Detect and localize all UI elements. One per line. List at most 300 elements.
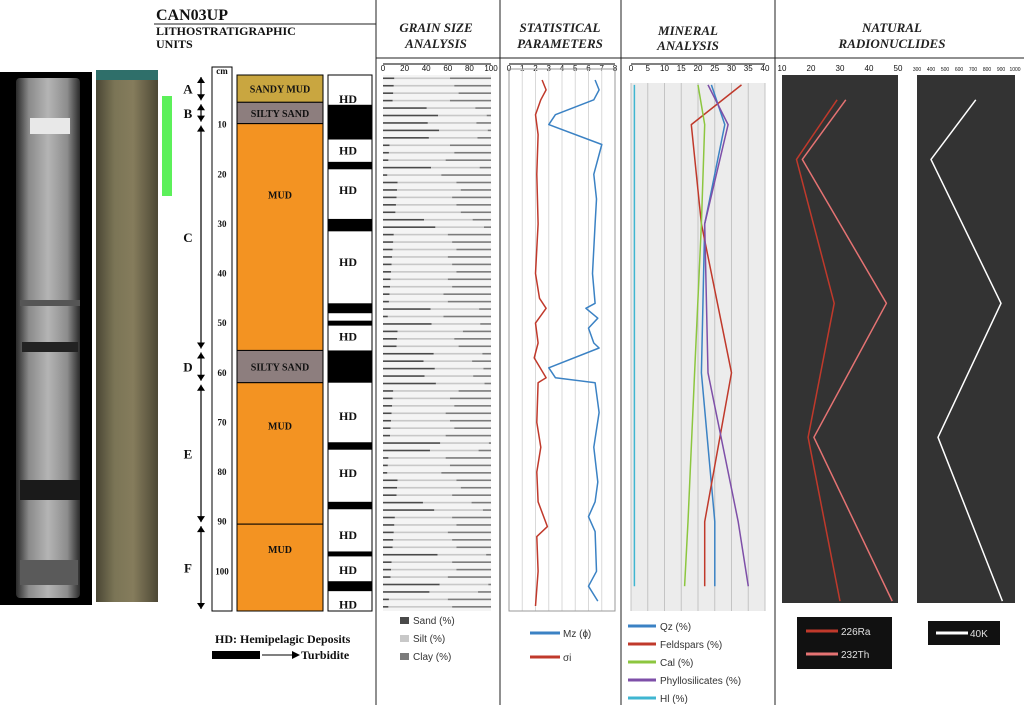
grain-clay-bar bbox=[443, 316, 491, 318]
grain-silt-bar bbox=[436, 383, 485, 385]
grain-clay-bar bbox=[483, 368, 491, 370]
depth-ruler bbox=[212, 66, 232, 611]
hd-turbidite-column bbox=[328, 75, 372, 612]
unit-arrow-down bbox=[197, 116, 205, 122]
grain-sand-bar bbox=[383, 278, 391, 280]
grain-clay-bar bbox=[450, 398, 491, 400]
stat-legend-label: σi bbox=[563, 653, 572, 664]
grain-silt-bar bbox=[394, 234, 448, 236]
grain-sand-bar bbox=[383, 576, 391, 578]
unit-letter: F bbox=[184, 560, 192, 576]
grain-silt-bar bbox=[394, 532, 448, 534]
turbidite-band bbox=[328, 219, 372, 231]
grain-clay-bar bbox=[472, 360, 491, 362]
radio-a-tick-label: 30 bbox=[835, 64, 845, 73]
grain-clay-bar bbox=[441, 472, 491, 474]
grain-tick-label: 80 bbox=[464, 64, 474, 73]
grain-silt-bar bbox=[394, 85, 454, 87]
grain-sand-bar bbox=[383, 487, 397, 489]
statistical-panel bbox=[507, 64, 618, 611]
grain-size-panel bbox=[381, 64, 498, 611]
turbidite-band bbox=[328, 321, 372, 326]
radio-legend-box-a bbox=[797, 617, 892, 669]
grain-clay-bar bbox=[452, 241, 491, 243]
grain-clay-bar bbox=[456, 182, 491, 184]
unit-arrow-down bbox=[197, 516, 205, 522]
ruler-tick-label: 60 bbox=[217, 367, 227, 378]
grain-sand-bar bbox=[383, 606, 388, 608]
grain-sand-bar bbox=[383, 360, 424, 362]
grain-sand-bar bbox=[383, 167, 431, 169]
grain-clay-bar bbox=[448, 301, 491, 303]
grain-sand-bar bbox=[383, 517, 395, 519]
stat-tick-label: 0 bbox=[506, 64, 512, 73]
grain-sand-bar bbox=[383, 308, 431, 310]
radio-b-tick-label: 600 bbox=[954, 67, 964, 73]
grain-silt-bar bbox=[438, 115, 487, 117]
grain-sand-bar bbox=[383, 122, 428, 124]
ruler-tick-label: 30 bbox=[217, 218, 227, 229]
turbidite-band bbox=[328, 303, 372, 313]
grain-sand-bar bbox=[383, 338, 397, 340]
grain-sand-bar bbox=[383, 465, 388, 467]
grain-silt-bar bbox=[424, 219, 473, 221]
unit-arrow-up bbox=[197, 352, 205, 358]
radionuclide-panel-k bbox=[913, 67, 1021, 603]
stat-tick-label: 6 bbox=[586, 64, 591, 73]
grain-silt-bar bbox=[431, 308, 480, 310]
grain-clay-bar bbox=[484, 226, 491, 228]
litho-block bbox=[237, 124, 323, 351]
grain-silt-bar bbox=[388, 606, 452, 608]
grain-clay-bar bbox=[452, 286, 491, 288]
grain-clay-bar bbox=[483, 509, 491, 511]
hd-label: HD bbox=[339, 408, 357, 423]
grain-silt-bar bbox=[393, 539, 452, 541]
grain-silt-bar bbox=[397, 338, 454, 340]
grain-silt-bar bbox=[388, 316, 444, 318]
legend-turbidite-text: Turbidite bbox=[301, 648, 350, 662]
hd-label: HD bbox=[339, 466, 357, 481]
grain-sand-bar bbox=[383, 442, 440, 444]
grain-clay-bar bbox=[450, 77, 491, 79]
grain-legend-swatch bbox=[400, 653, 409, 660]
grain-silt-bar bbox=[434, 509, 483, 511]
hd-label: HD bbox=[339, 91, 357, 106]
grain-sand-bar bbox=[383, 293, 389, 295]
stat-tick-label: 8 bbox=[612, 64, 618, 73]
grain-sand-bar bbox=[383, 226, 435, 228]
grain-silt-bar bbox=[398, 182, 457, 184]
grain-sand-bar bbox=[383, 197, 397, 199]
grain-sand-bar bbox=[383, 130, 439, 132]
grain-silt-bar bbox=[423, 502, 472, 504]
grain-sand-bar bbox=[383, 345, 397, 347]
grain-silt-bar bbox=[387, 174, 441, 176]
ruler-frame bbox=[212, 67, 232, 611]
grain-silt-bar bbox=[396, 204, 456, 206]
mineral-tick-label: 30 bbox=[727, 64, 736, 73]
grain-clay-bar bbox=[456, 271, 491, 273]
unit-arrow-down bbox=[197, 375, 205, 381]
series-line-sigma bbox=[534, 80, 547, 606]
grain-sand-bar bbox=[383, 450, 430, 452]
grain-clay-bar bbox=[446, 435, 491, 437]
grain-sand-bar bbox=[383, 375, 425, 377]
grain-silt-bar bbox=[388, 465, 450, 467]
unit-arrow-down bbox=[197, 94, 205, 100]
grain-legend-swatch bbox=[400, 635, 409, 642]
mineral-tick-label: 10 bbox=[660, 64, 669, 73]
hd-label: HD bbox=[339, 183, 357, 198]
stat-tick-label: 7 bbox=[599, 64, 604, 73]
grain-legend-label: Clay (%) bbox=[413, 652, 452, 663]
grain-clay-bar bbox=[479, 308, 491, 310]
hd-label: HD bbox=[339, 562, 357, 577]
grain-sand-bar bbox=[383, 204, 396, 206]
grain-clay-bar bbox=[488, 130, 491, 132]
grain-silt-bar bbox=[388, 159, 445, 161]
grain-clay-bar bbox=[454, 427, 491, 429]
grain-silt-bar bbox=[429, 591, 478, 593]
grain-silt-bar bbox=[389, 152, 454, 154]
legend-hd-text: HD: Hemipelagic Deposits bbox=[215, 632, 351, 646]
litho-label: MUD bbox=[268, 544, 292, 556]
grain-sand-bar bbox=[383, 182, 398, 184]
grain-clay-bar bbox=[486, 554, 491, 556]
radio-a-tick-label: 10 bbox=[777, 64, 787, 73]
ruler-tick-label: 40 bbox=[217, 268, 227, 279]
radio-a-tick-label: 50 bbox=[893, 64, 903, 73]
unit-letter: C bbox=[183, 230, 193, 246]
unit-letters bbox=[183, 77, 205, 609]
radio-b-tick-label: 400 bbox=[926, 67, 936, 73]
turbidite-band bbox=[328, 581, 372, 591]
grain-silt-bar bbox=[393, 390, 458, 392]
grain-clay-bar bbox=[452, 264, 491, 266]
grain-bg bbox=[383, 75, 491, 611]
grain-sand-bar bbox=[383, 383, 436, 385]
grain-sand-bar bbox=[383, 159, 388, 161]
grain-sand-bar bbox=[383, 107, 427, 109]
grain-sand-bar bbox=[383, 92, 393, 94]
grain-tick-label: 60 bbox=[443, 64, 453, 73]
grain-silt-bar bbox=[394, 524, 456, 526]
grain-silt-bar bbox=[391, 271, 456, 273]
stat-tick-label: 5 bbox=[573, 64, 578, 73]
grain-clay-bar bbox=[448, 234, 491, 236]
grain-sand-bar bbox=[383, 211, 395, 213]
grain-silt-bar bbox=[392, 561, 452, 563]
grain-clay-bar bbox=[456, 249, 491, 251]
grain-sand-bar bbox=[383, 509, 434, 511]
grain-clay-bar bbox=[450, 144, 491, 146]
grain-silt-bar bbox=[389, 293, 443, 295]
radio-a-tick-label: 20 bbox=[806, 64, 816, 73]
radio-b-tick-label: 800 bbox=[982, 67, 992, 73]
ruler-unit: cm bbox=[216, 66, 228, 76]
grain-silt-bar bbox=[390, 286, 452, 288]
grain-sand-bar bbox=[383, 390, 393, 392]
radio-legend-label-k: 40K bbox=[970, 629, 988, 640]
grain-silt-bar bbox=[387, 472, 441, 474]
grain-tick-label: 40 bbox=[421, 64, 431, 73]
unit-arrow-up bbox=[197, 104, 205, 110]
unit-letter: D bbox=[183, 359, 193, 375]
grain-sand-bar bbox=[383, 77, 394, 79]
grain-clay-bar bbox=[448, 532, 491, 534]
grain-sand-bar bbox=[383, 420, 391, 422]
grain-clay-bar bbox=[448, 256, 491, 258]
radionuclide-panel-ra-th bbox=[778, 64, 903, 603]
mineral-tick-label: 40 bbox=[760, 64, 770, 73]
core-title: CAN03UP bbox=[156, 7, 228, 24]
grain-sand-bar bbox=[383, 405, 392, 407]
grain-clay-bar bbox=[473, 375, 491, 377]
radio-b-bg bbox=[917, 75, 1015, 603]
unit-arrow-up bbox=[197, 77, 205, 83]
grain-clay-bar bbox=[480, 323, 491, 325]
grain-silt-bar bbox=[424, 360, 473, 362]
grain-silt-bar bbox=[391, 278, 448, 280]
grain-sand-bar bbox=[383, 539, 393, 541]
grain-title-2: ANALYSIS bbox=[405, 36, 467, 51]
grain-silt-bar bbox=[393, 249, 457, 251]
grain-sand-bar bbox=[383, 323, 432, 325]
radio-legend-label: 232Th bbox=[841, 650, 870, 661]
ruler-tick-label: 70 bbox=[217, 417, 227, 428]
grain-silt-bar bbox=[430, 450, 479, 452]
grain-sand-bar bbox=[383, 234, 394, 236]
grain-tick-label: 100 bbox=[484, 64, 498, 73]
radio-b-tick-label: 1000 bbox=[1009, 67, 1021, 73]
grain-sand-bar bbox=[383, 524, 394, 526]
grain-clay-bar bbox=[459, 92, 491, 94]
grain-clay-bar bbox=[456, 479, 491, 481]
stat-title-1: STATISTICAL bbox=[519, 20, 601, 35]
grain-sand-bar bbox=[383, 532, 394, 534]
grain-clay-bar bbox=[456, 204, 491, 206]
grain-sand-bar bbox=[383, 569, 391, 571]
grain-clay-bar bbox=[452, 539, 491, 541]
litho-label: SILTY SAND bbox=[250, 362, 310, 374]
grain-clay-bar bbox=[452, 197, 491, 199]
grain-clay-bar bbox=[452, 561, 491, 563]
grain-silt-bar bbox=[393, 241, 452, 243]
grain-silt-bar bbox=[429, 137, 478, 139]
grain-sand-bar bbox=[383, 115, 438, 117]
litho-block bbox=[237, 524, 323, 611]
radio-b-tick-label: 500 bbox=[940, 67, 950, 73]
grain-clay-bar bbox=[476, 122, 491, 124]
grain-sand-bar bbox=[383, 85, 394, 87]
core-subtitle-1: LITHOSTRATIGRAPHIC bbox=[156, 24, 296, 38]
grain-clay-bar bbox=[448, 278, 491, 280]
ruler-tick-label: 80 bbox=[217, 467, 227, 478]
hd-label: HD bbox=[339, 329, 357, 344]
grain-silt-bar bbox=[439, 130, 488, 132]
unit-arrow-down bbox=[197, 603, 205, 609]
unit-arrow-down bbox=[197, 342, 205, 348]
unit-arrow-up bbox=[197, 385, 205, 391]
radio-a-tick-label: 40 bbox=[864, 64, 874, 73]
grain-clay-bar bbox=[456, 546, 491, 548]
grain-silt-bar bbox=[397, 197, 453, 199]
grain-sand-bar bbox=[383, 546, 393, 548]
grain-clay-bar bbox=[454, 338, 491, 340]
grain-sand-bar bbox=[383, 286, 390, 288]
turbidite-band bbox=[328, 350, 372, 382]
mineral-panel bbox=[629, 64, 770, 611]
grain-clay-bar bbox=[459, 390, 491, 392]
grain-clay-bar bbox=[446, 457, 491, 459]
turbidite-band bbox=[328, 162, 372, 169]
stat-legend-label: Mz (ɸ) bbox=[563, 629, 592, 640]
stat-tick-label: 3 bbox=[546, 64, 551, 73]
grain-clay-bar bbox=[450, 465, 491, 467]
grain-silt-bar bbox=[425, 375, 474, 377]
grain-silt-bar bbox=[394, 77, 450, 79]
radio-b-tick-label: 900 bbox=[996, 67, 1006, 73]
hd-label: HD bbox=[339, 528, 357, 543]
ruler-tick-label: 100 bbox=[215, 566, 229, 577]
mineral-legend-label: Feldspars (%) bbox=[660, 640, 723, 651]
grain-silt-bar bbox=[392, 256, 448, 258]
grain-clay-bar bbox=[448, 599, 491, 601]
grain-clay-bar bbox=[487, 115, 491, 117]
grain-sand-bar bbox=[383, 241, 393, 243]
grain-clay-bar bbox=[463, 331, 491, 333]
grain-sand-bar bbox=[383, 368, 435, 370]
grain-silt-bar bbox=[398, 479, 457, 481]
litho-block bbox=[237, 383, 323, 524]
ruler-tick-label: 20 bbox=[217, 169, 227, 180]
unit-letter: A bbox=[183, 81, 193, 97]
grain-clay-bar bbox=[452, 494, 491, 496]
mineral-title-2: ANALYSIS bbox=[657, 38, 719, 53]
radio-title-1: NATURAL bbox=[862, 20, 922, 35]
grain-silt-bar bbox=[393, 546, 457, 548]
grain-sand-bar bbox=[383, 591, 429, 593]
grain-clay-bar bbox=[478, 591, 491, 593]
grain-silt-bar bbox=[434, 353, 483, 355]
unit-arrow-up bbox=[197, 126, 205, 132]
grain-silt-bar bbox=[392, 405, 454, 407]
unit-arrow-up bbox=[197, 526, 205, 532]
grain-clay-bar bbox=[475, 107, 491, 109]
grain-clay-bar bbox=[454, 85, 491, 87]
grain-clay-bar bbox=[461, 211, 491, 213]
grain-clay-bar bbox=[461, 189, 491, 191]
grain-silt-bar bbox=[440, 442, 489, 444]
grain-silt-bar bbox=[397, 487, 461, 489]
grain-silt-bar bbox=[391, 569, 456, 571]
grain-legend-swatch bbox=[400, 617, 409, 624]
grain-clay-bar bbox=[456, 569, 491, 571]
grain-silt-bar bbox=[397, 189, 461, 191]
grain-silt-bar bbox=[398, 331, 463, 333]
grain-clay-bar bbox=[452, 606, 491, 608]
stat-tick-label: 2 bbox=[533, 64, 538, 73]
grain-clay-bar bbox=[480, 167, 491, 169]
grain-silt-bar bbox=[395, 517, 452, 519]
radio-legend-label: 226Ra bbox=[841, 627, 871, 638]
grain-clay-bar bbox=[488, 584, 491, 586]
grain-silt-bar bbox=[393, 100, 450, 102]
grain-clay-bar bbox=[446, 159, 491, 161]
stat-tick-label: 1 bbox=[520, 64, 525, 73]
mineral-legend-label: Phyllosilicates (%) bbox=[660, 676, 742, 687]
grain-clay-bar bbox=[456, 524, 491, 526]
legend-arrow-head bbox=[292, 651, 300, 659]
grain-sand-bar bbox=[383, 599, 389, 601]
legend-turbidite-swatch bbox=[212, 651, 260, 659]
grain-sand-bar bbox=[383, 189, 397, 191]
mineral-tick-label: 25 bbox=[710, 64, 720, 73]
radio-b-tick-label: 300 bbox=[912, 67, 922, 73]
grain-silt-bar bbox=[440, 584, 489, 586]
stat-title-2: PARAMETERS bbox=[517, 36, 603, 51]
grain-silt-bar bbox=[389, 599, 448, 601]
grain-sand-bar bbox=[383, 472, 387, 474]
hd-label: HD bbox=[339, 597, 357, 612]
grain-clay-bar bbox=[459, 345, 491, 347]
grain-silt-bar bbox=[388, 457, 445, 459]
grain-silt-bar bbox=[431, 167, 480, 169]
grain-silt-bar bbox=[435, 368, 484, 370]
mineral-tick-label: 15 bbox=[676, 64, 686, 73]
grain-clay-bar bbox=[479, 450, 491, 452]
grain-silt-bar bbox=[393, 92, 458, 94]
core-photo-image bbox=[96, 70, 172, 602]
turbidite-band bbox=[328, 502, 372, 509]
grain-clay-bar bbox=[454, 152, 491, 154]
grain-sand-bar bbox=[383, 174, 387, 176]
grain-silt-bar bbox=[389, 301, 448, 303]
grain-clay-bar bbox=[472, 502, 491, 504]
grain-silt-bar bbox=[392, 264, 452, 266]
grain-sand-bar bbox=[383, 249, 393, 251]
mineral-tick-label: 20 bbox=[693, 64, 703, 73]
grain-clay-bar bbox=[478, 137, 492, 139]
grain-title-1: GRAIN SIZE bbox=[399, 20, 473, 35]
grain-sand-bar bbox=[383, 100, 393, 102]
grain-silt-bar bbox=[397, 494, 453, 496]
grain-clay-bar bbox=[485, 383, 491, 385]
radio-title-2: RADIONUCLIDES bbox=[838, 36, 946, 51]
grain-legend-label: Silt (%) bbox=[413, 634, 446, 645]
litho-label: SANDY MUD bbox=[249, 84, 311, 96]
grain-clay-bar bbox=[489, 442, 491, 444]
grain-clay-bar bbox=[454, 405, 491, 407]
unit-letter: B bbox=[183, 105, 193, 121]
grain-silt-bar bbox=[393, 398, 450, 400]
ruler-tick-label: 90 bbox=[217, 516, 227, 527]
grain-silt-bar bbox=[391, 576, 448, 578]
grain-sand-bar bbox=[383, 219, 424, 221]
grain-silt-bar bbox=[390, 435, 446, 437]
grain-silt-bar bbox=[438, 554, 487, 556]
grain-clay-bar bbox=[473, 219, 491, 221]
mineral-tick-label: 0 bbox=[628, 64, 634, 73]
grain-sand-bar bbox=[383, 316, 388, 318]
mineral-legend-label: Qz (%) bbox=[660, 622, 692, 633]
grain-clay-bar bbox=[450, 100, 491, 102]
grain-clay-bar bbox=[441, 174, 491, 176]
turbidite-band bbox=[328, 551, 372, 556]
grain-sand-bar bbox=[383, 301, 389, 303]
mineral-tick-label: 5 bbox=[645, 64, 650, 73]
